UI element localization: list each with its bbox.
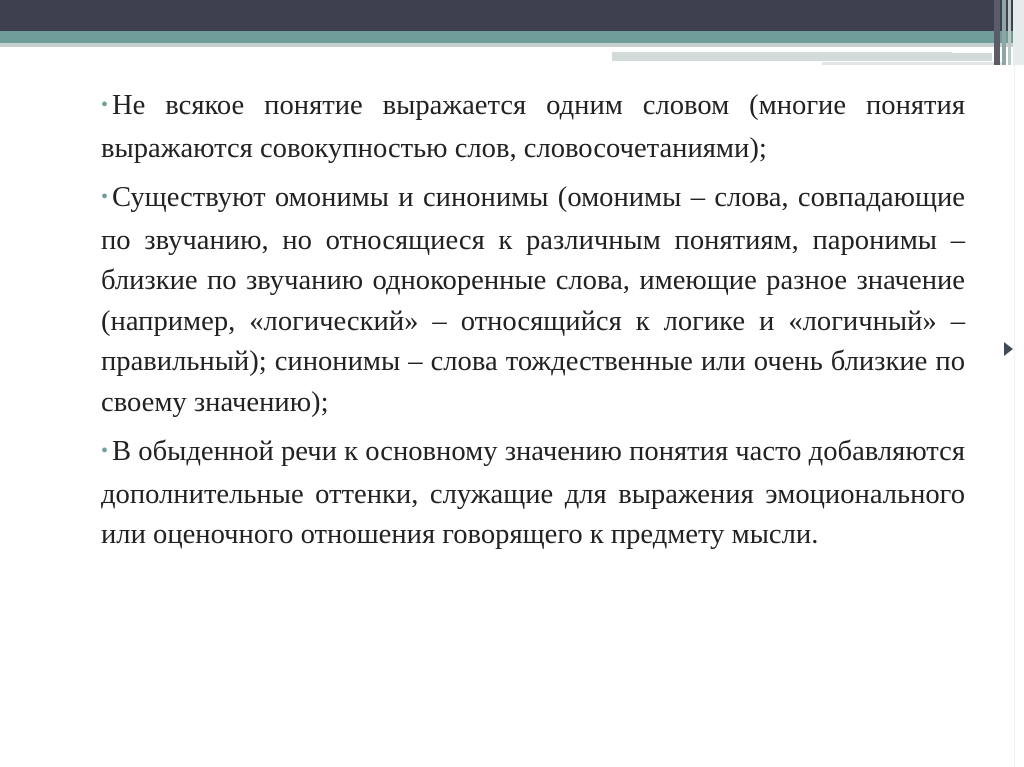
edge-stripe (994, 0, 1000, 65)
header-band-dark (0, 0, 1024, 31)
bullet-item (101, 178, 965, 423)
bullet-item (101, 432, 965, 556)
edge-stripe (1013, 0, 1024, 65)
bullet-text: Не всякое понятие выражается одним словом (многие понятия выражаются совокупностью слов, словосочетаниями); (101, 90, 965, 164)
header-band-teal (0, 31, 1024, 43)
header-accent-bar-small (822, 62, 1002, 65)
bullet-item (101, 86, 965, 169)
bullet-list (101, 86, 965, 565)
bullet-dot-icon: • (101, 186, 109, 208)
bullet-text: Существуют омонимы и синонимы (омонимы – слова, совпадающие по звучанию, но относящиеся к различным понятиям, паронимы – близкие по звучанию однокоренные слова, имеющие разное значение (например, «логический» – относящийся к логике и «логичный» – правильный); синонимы – слова тождественные или очень близкие по своему значению); (101, 182, 965, 418)
header-accent-bar (612, 53, 992, 61)
next-slide-arrow-icon[interactable] (1004, 342, 1013, 356)
page-edge-line (1014, 65, 1015, 767)
header-band-grey (0, 43, 1024, 47)
edge-stripe (1008, 0, 1011, 65)
edge-stripe (1002, 0, 1006, 65)
bullet-dot-icon: • (101, 440, 109, 462)
bullet-dot-icon: • (101, 94, 109, 116)
bullet-text: В обыденной речи к основному значению понятия часто добавляются дополнительные оттенки, служащие для выражения эмоционального или оценочного отношения говорящего к предмету мысли. (101, 436, 965, 550)
